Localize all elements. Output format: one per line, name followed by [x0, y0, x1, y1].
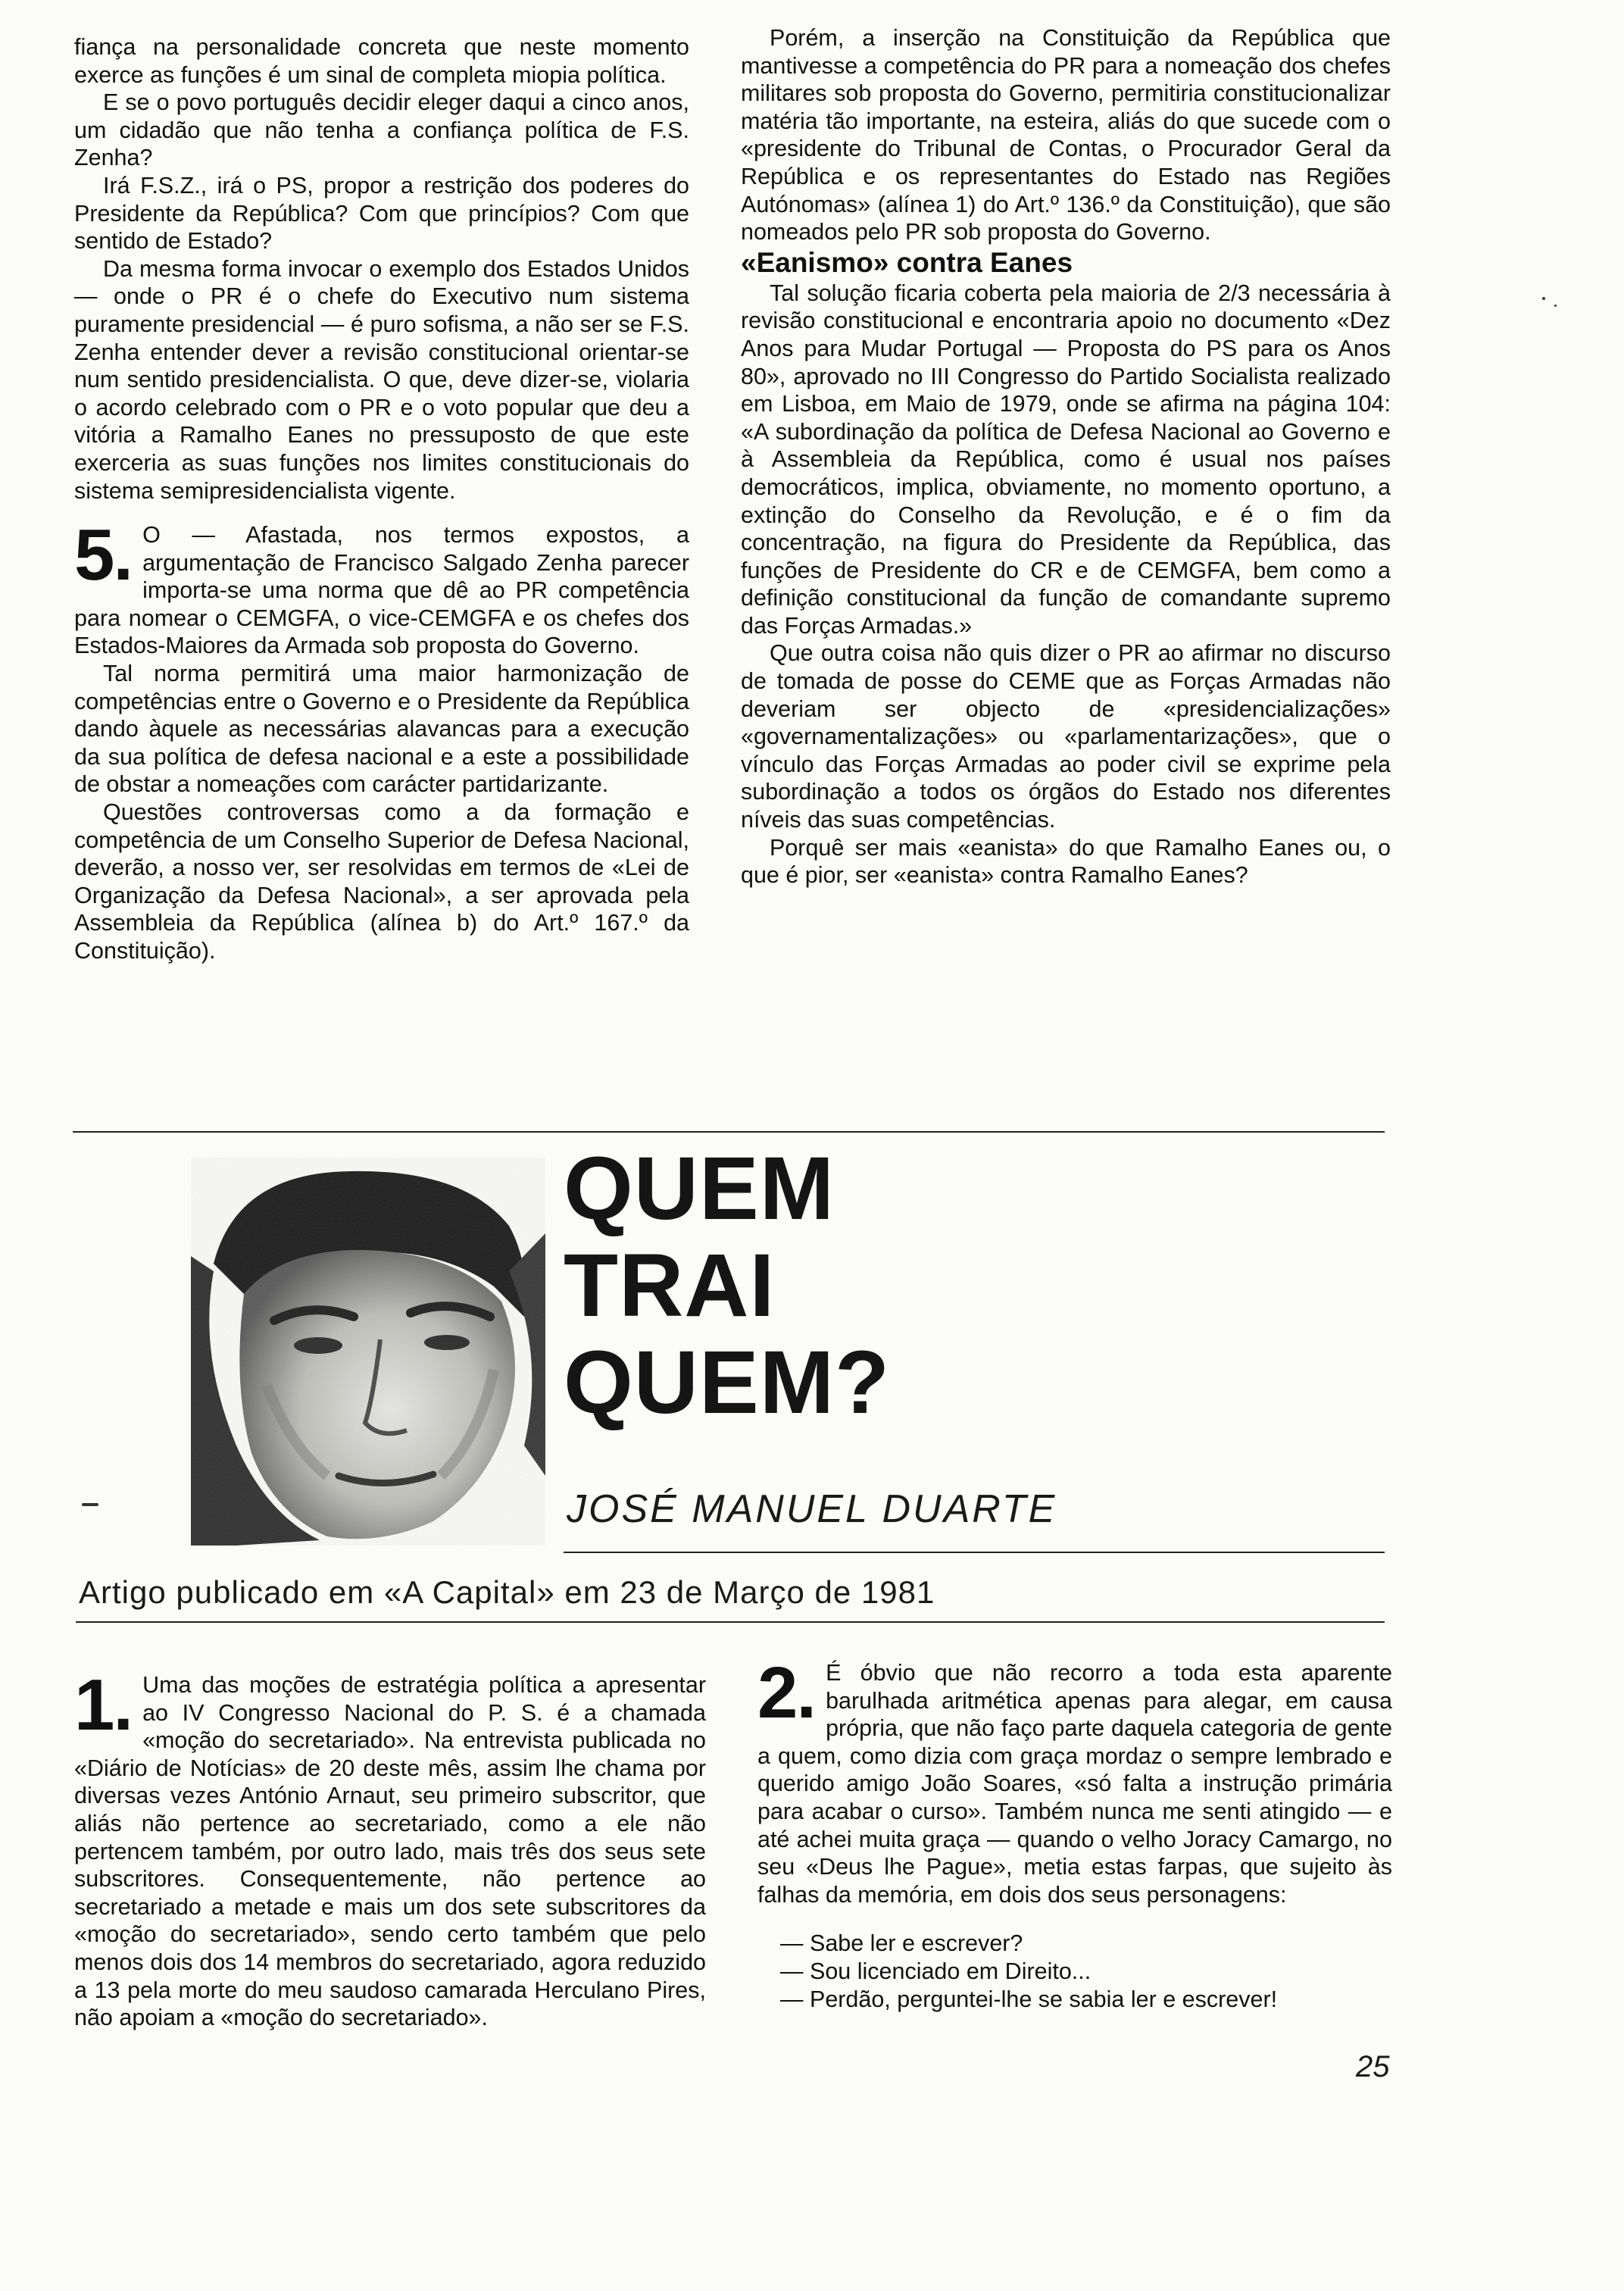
section-5-text: O — Afastada, nos termos expostos, a argumentação de Francisco Salgado Zenha parecer importa-se uma norma que dê ao PR competência para nomear o CEMGFA, o vice-CEMGFA e os chefes dos Estados-Maiores da Armada sob proposta do Governo. — [74, 522, 689, 659]
divider-rule — [73, 1131, 1385, 1133]
publication-note: Artigo publicado em «A Capital» em 23 de Março de 1981 — [79, 1574, 935, 1610]
paragraph: Tal norma permitirá uma maior harmonização de competências entre o Governo e o Presidente da República dando àquele as necessárias alavancas para a execução da sua política de defesa nacional e a este a possibilidade de obstar a nomeações com carácter partidarizante. — [74, 661, 689, 798]
paragraph: Irá F.S.Z., irá o PS, propor a restrição dos poderes do Presidente da República? Com que princípios? Com que sentido de Estado? — [74, 172, 689, 255]
section-1-text: Uma das moções de estratégia política a apresentar ao IV Congresso Nacional do P. S. é a chamada «moção do secretariado». Na entrevista publicada no «Diário de Notícias» de 20 deste mês, assim lhe chama por diversas vezes António Arnaut, seu primeiro subscritor, que aliás não pertence ao secretariado, como a ele não pertencem também, por outro lado, mais três dos seus sete subscritores. Consequentemente, não pertence ao secretariado a metade e mais um dos sete subscritores da «moção do secretariado», sendo certo também que pelo menos dois dos 14 membros do secretariado, agora reduzido a 13 pela morte do meu saudoso camarada Herculano Pires, não apoiam a «moção do secretariado». — [74, 1672, 706, 2031]
dialog-line: — Sabe ler e escrever? — [780, 1930, 1023, 1957]
scan-speck — [1542, 297, 1545, 300]
scan-speck — [1554, 305, 1557, 307]
column-bottom-left — [74, 1664, 706, 2032]
paragraph: E se o povo português decidir eleger daqui a cinco anos, um cidadão que não tenha a confiança política de F.S. Zenha? — [74, 89, 689, 171]
scan-speck — [82, 1503, 98, 1506]
section-number: 5. — [74, 514, 133, 596]
paragraph: Da mesma forma invocar o exemplo dos Estados Unidos — onde o PR é o chefe do Executivo num sistema puramente presidencial — é puro sofisma, a não ser se F.S. Zenha entender dever a revisão constitucional orientar-se num sentido presidencialista. O que, deve dizer-se, violaria o acordo celebrado com o PR e o voto popular que deu a vitória a Ramalho Eanes no pressuposto de que este exerceria as suas funções nos limites constitucionais do sistema semipresidencialista vigente. — [74, 255, 689, 504]
dialog-line: — Perdão, perguntei-lhe se sabia ler e escrever! — [780, 1986, 1278, 2012]
author-portrait-photo — [191, 1158, 545, 1546]
paragraph: Porquê ser mais «eanista» do que Ramalho Eanes ou, o que é pior, ser «eanista» contra Ramalho Eanes? — [741, 834, 1391, 889]
paragraph: Questões controversas como a da formação e competência de um Conselho Superior de Defesa Nacional, deverão, a nosso ver, ser resolvidas em termos de «Lei de Organização da Defesa Nacional», a ser aprovada pela Assembleia da República (alínea b) do Art.º 167.º da Constituição). — [74, 799, 689, 964]
dialog-quote — [757, 1930, 1392, 2013]
column-top-left — [74, 33, 689, 965]
author-name: JOSÉ MANUEL DUARTE — [567, 1487, 1057, 1531]
paragraph: Tal solução ficaria coberta pela maioria de 2/3 necessária à revisão constitucional e encontraria apoio no documento «Dez Anos para Mudar Portugal — Proposta do PS para os Anos 80», aprovado no III Congresso do Partido Socialista realizado em Lisboa, em Maio de 1979, onde se afirma na página 104: «A subordinação da política de Defesa Nacional ao Governo e à Assembleia da República, como é usual nos países democráticos, implica, obviamente, no momento oportuno, a extinção do Conselho da Revolução, e é o fim da concentração, na figura do Presidente da República, das funções de Presidente do CR e de CEMGFA, bem como a definição constitucional da função de comandante supremo das Forças Armadas.» — [741, 280, 1391, 639]
column-top-right — [741, 24, 1391, 889]
section-1-paragraph — [74, 1664, 706, 2032]
section-number: 1. — [74, 1664, 133, 1746]
dialog-line: — Sou licenciado em Direito... — [780, 1958, 1092, 1984]
paragraph: fiança na personalidade concreta que neste momento exerce as funções é um sinal de completa miopia política. — [74, 34, 689, 88]
headline-line-3: QUEM? — [564, 1333, 891, 1433]
section-number: 2. — [757, 1652, 816, 1733]
paragraph: Que outra coisa não quis dizer o PR ao afirmar no discurso de tomada de posse do CEME que as Forças Armadas não deveriam ser objecto de «presidencializações» «governamentalizações» ou «parlamentarizações», que o vínculo das Forças Armadas ao poder civil se exprime pela subordinação a todos os órgãos do Estado nos diferentes níveis das suas competências. — [741, 640, 1391, 833]
headline-line-1: QUEM — [564, 1139, 835, 1239]
column-bottom-right — [757, 1652, 1392, 2013]
divider-rule — [564, 1552, 1385, 1553]
article-headline — [564, 1140, 890, 1431]
section-2-text: É óbvio que não recorro a toda esta aparente barulhada aritmética apenas para alegar, em causa própria, que não faço parte daquela categoria de gente a quem, como dizia com graça mordaz o sempre lembrado e querido amigo João Soares, «só falta a instrução primária para acabar o curso». Também nunca me senti atingido — e até achei muita graça — quando o velho Joracy Camargo, no seu «Deus lhe Pague», metia estas farpas, que sujeito às falhas da memória, em dois dos seus personagens: — [757, 1660, 1392, 1908]
section-5-paragraph — [74, 514, 689, 660]
page-number: 25 — [1356, 2050, 1390, 2083]
paragraph: Porém, a inserção na Constituição da República que mantivesse a competência do PR para a nomeação dos chefes militares sob proposta do Governo, permitiria constitucionalizar matéria tão importante, na esteira, aliás do que sucede com o «presidente do Tribunal de Contas, o Procurador Geral da República e os representantes do Estado nas Regiões Autónomas» (alínea 1) do Art.º 136.º da Constituição), que são nomeados pelo PR sob proposta do Governo. — [741, 25, 1391, 245]
divider-rule — [76, 1621, 1385, 1623]
subheading: «Eanismo» contra Eanes — [741, 246, 1073, 278]
section-2-paragraph — [757, 1652, 1392, 1908]
headline-line-2: TRAI — [564, 1236, 776, 1336]
